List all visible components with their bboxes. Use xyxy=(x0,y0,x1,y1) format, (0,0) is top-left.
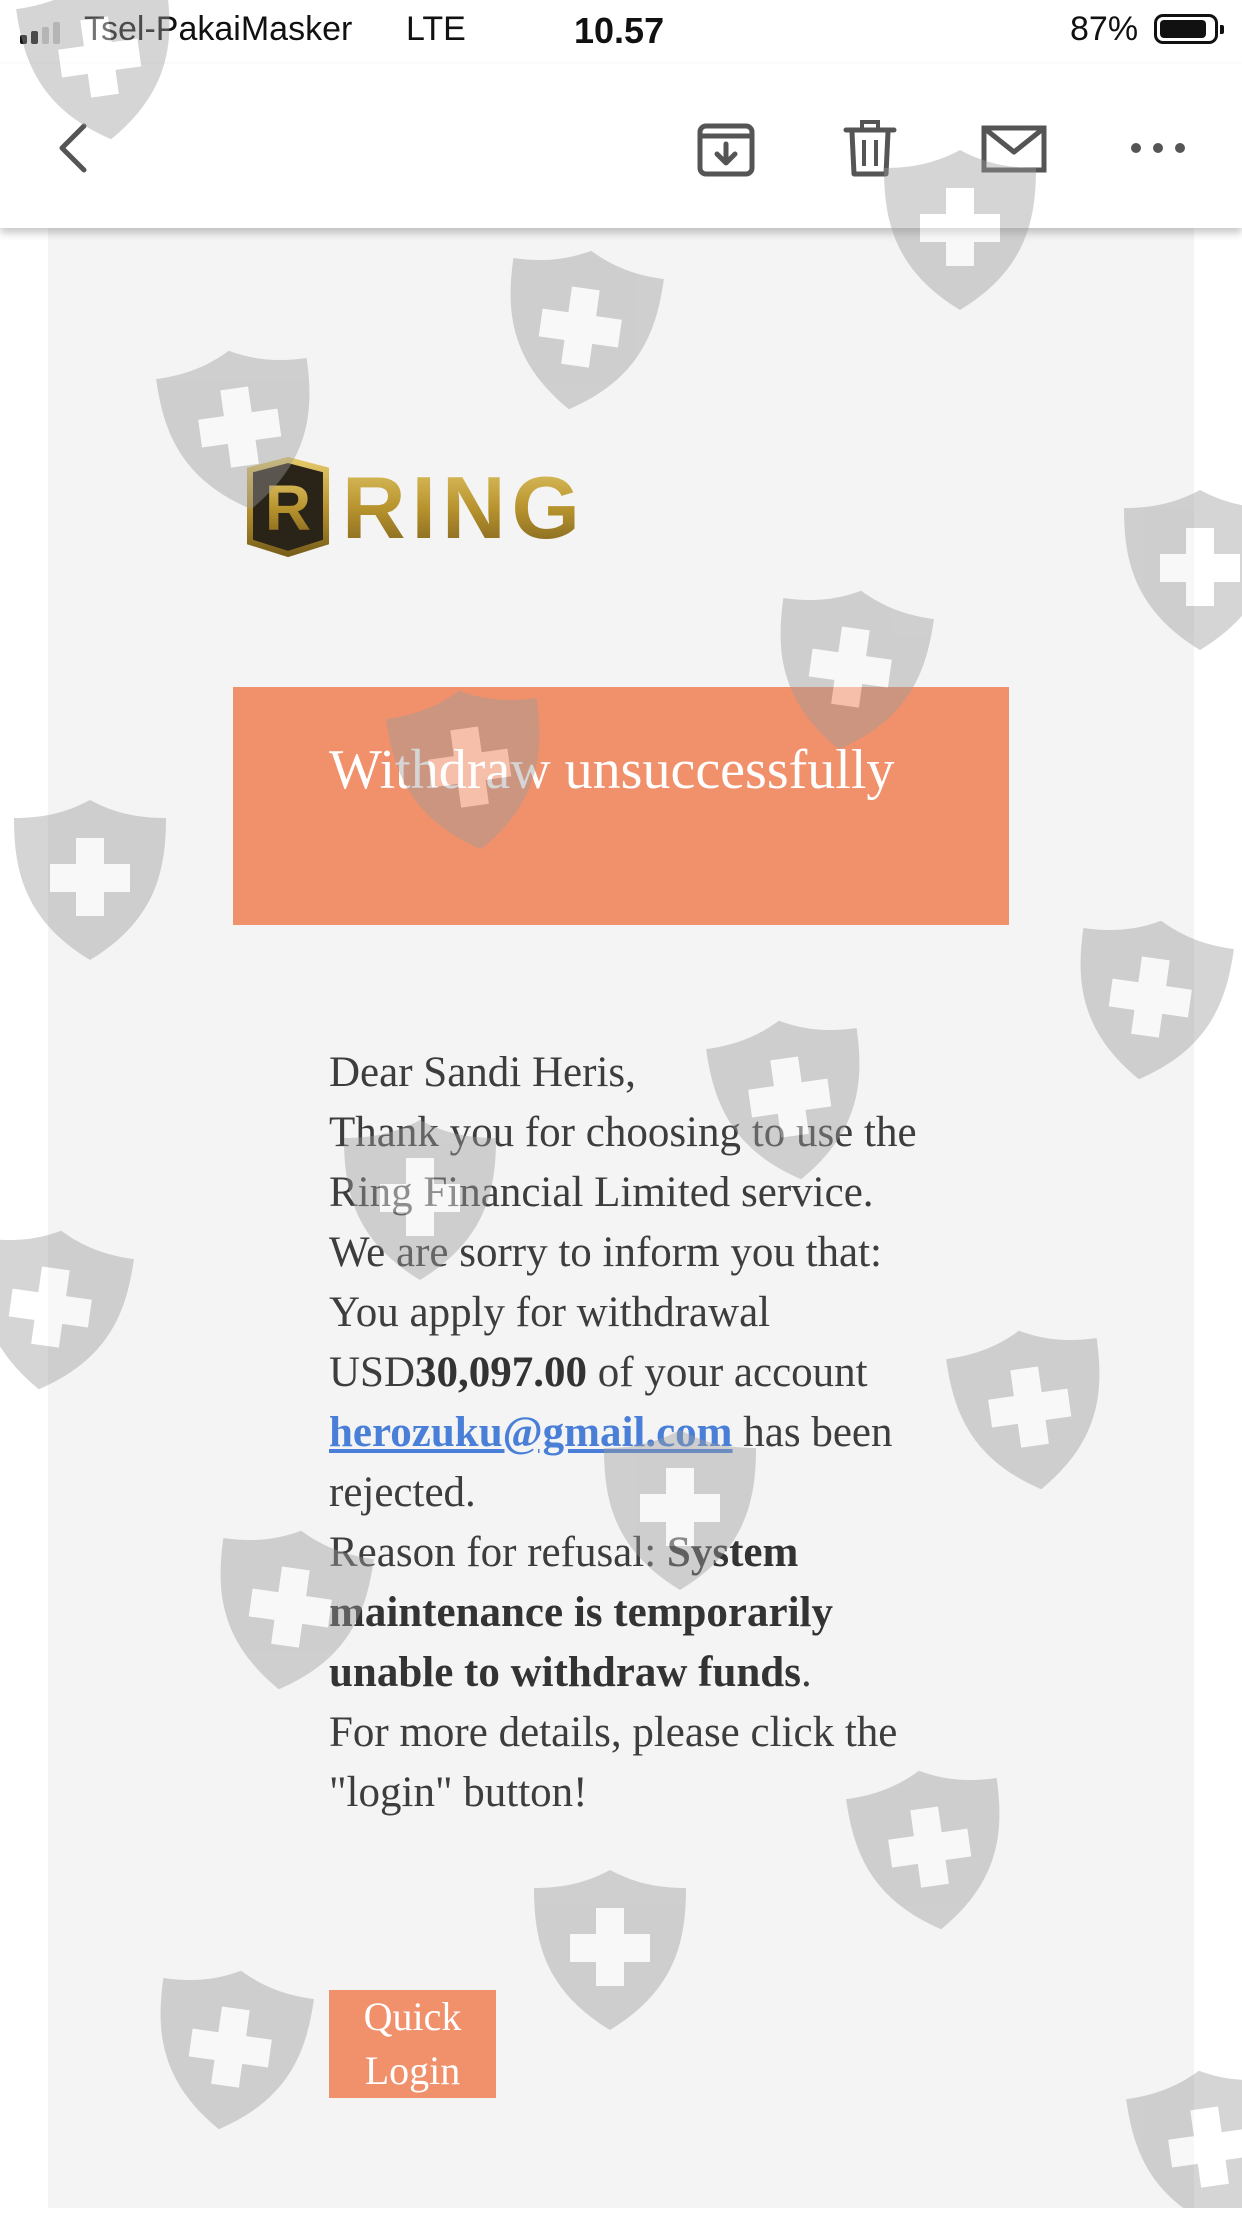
withdraw-amount: 30,097.00 xyxy=(415,1349,588,1396)
details-text: For more details, please click the "login" button! xyxy=(329,1709,898,1816)
account-email-link[interactable]: herozuku@gmail.com xyxy=(329,1409,733,1456)
status-banner xyxy=(233,687,1009,925)
refusal-reason: Reason for refusal: System maintenance is temporarily unable to withdraw funds. xyxy=(329,1529,833,1696)
trash-icon[interactable] xyxy=(834,112,906,184)
logo-text: RING xyxy=(342,458,586,557)
greeting: Dear Sandi Heris, xyxy=(329,1049,636,1096)
mail-toolbar xyxy=(0,64,1242,228)
mail-icon[interactable] xyxy=(978,112,1050,184)
quick-login-button[interactable]: Quick Login xyxy=(329,1990,496,2098)
more-icon[interactable] xyxy=(1122,112,1194,184)
message-body xyxy=(48,228,1194,2208)
network-type: LTE xyxy=(406,10,466,48)
withdrawal-details: You apply for withdrawal USD30,097.00 of your account herozuku@gmail.com has been rejected. xyxy=(329,1289,893,1516)
email-message xyxy=(329,1043,929,1823)
archive-icon[interactable] xyxy=(690,112,762,184)
carrier-name: Tsel-PakaiMasker xyxy=(84,10,353,48)
intro-text: Thank you for choosing to use the Ring Financial Limited service. We are sorry to inform you that: xyxy=(329,1109,917,1276)
ring-logo xyxy=(244,446,684,566)
battery-percent: 87% xyxy=(1070,10,1139,48)
status-bar xyxy=(0,0,1242,64)
svg-text:R: R xyxy=(264,472,312,544)
status-time: 10.57 xyxy=(574,10,665,51)
reason-text: System maintenance is temporarily unable to withdraw funds xyxy=(329,1529,833,1696)
back-icon[interactable] xyxy=(40,112,112,184)
banner-title: Withdraw unsuccessfully xyxy=(329,739,895,801)
battery-icon xyxy=(1154,14,1218,44)
